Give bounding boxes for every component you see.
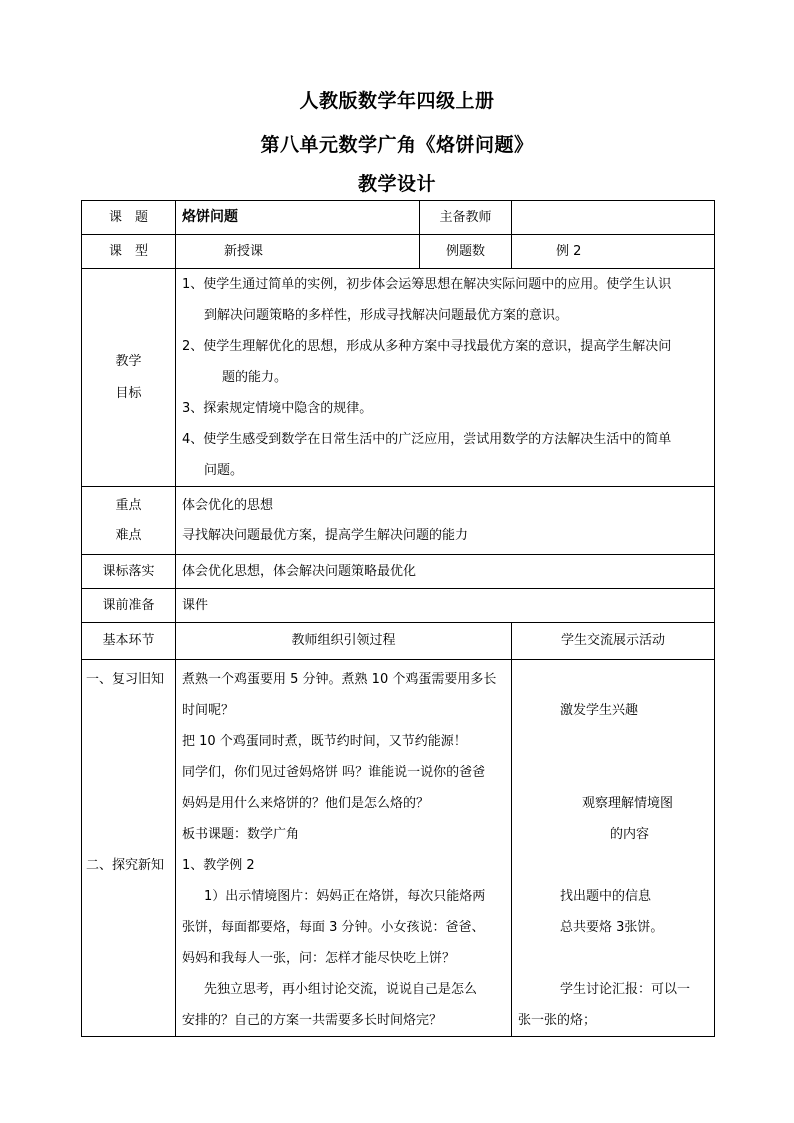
row-key-points <box>82 487 715 555</box>
teacher-label: 主备教师 <box>420 201 512 235</box>
topic-label: 课 题 <box>82 201 176 235</box>
teacher-line: 妈妈和我每人一张，问：怎样才能尽快吃上饼？ <box>182 951 456 966</box>
row-objectives <box>82 269 715 487</box>
row-standard <box>82 555 715 589</box>
student-report-a: 学生讨论汇报：可以一 <box>560 982 691 997</box>
preparation-label: 课前准备 <box>82 589 176 623</box>
teacher-value <box>512 201 715 235</box>
row-column-headers <box>82 623 715 660</box>
teacher-line: 张饼，每面都要烙，每面 3 分钟。小女孩说：爸爸、 <box>182 920 485 935</box>
objective-2a: 2、使学生理解优化的思想，形成从多种方案中寻找最优方案的意识，提高学生解决问 <box>182 339 672 354</box>
topic-value: 烙饼问题 <box>176 201 420 235</box>
column-stage: 基本环节 <box>82 623 176 660</box>
student-find: 找出题中的信息 <box>560 889 652 904</box>
teacher-line: 1）出示情境图片：妈妈正在烙饼，每次只能烙两 <box>204 889 486 904</box>
difficult-label: 难点 <box>115 527 142 543</box>
type-label: 课 型 <box>82 235 176 269</box>
student-total: 总共要烙 3张饼。 <box>560 920 664 935</box>
objective-2b: 题的能力。 <box>222 370 288 385</box>
student-observe-a: 观察理解情境图 <box>582 796 674 811</box>
stages-cell <box>82 660 176 1037</box>
teacher-line: 煮熟一个鸡蛋要用 5 分钟。煮熟 10 个鸡蛋需要用多长 <box>182 672 497 687</box>
student-observe-b: 的内容 <box>610 827 650 842</box>
key-point: 体会优化的思想 <box>182 497 274 513</box>
column-student: 学生交流展示活动 <box>512 623 715 660</box>
doc-title-design: 教学设计 <box>357 173 436 195</box>
doc-title-textbook: 人教版数学年四级上册 <box>299 90 495 112</box>
teacher-line: 时间呢？ <box>182 703 235 718</box>
teacher-line: 板书课题：数学广角 <box>182 827 300 842</box>
standard-label: 课标落实 <box>82 555 176 589</box>
teacher-line: 1、教学例 2 <box>182 858 255 873</box>
objective-1b: 到解决问题策略的多样性，形成寻找解决问题最优方案的意识。 <box>204 308 569 323</box>
lesson-plan-table <box>81 200 715 1037</box>
column-teacher: 教师组织引领过程 <box>176 623 512 660</box>
teacher-line: 先独立思考，再小组讨论交流，说说自己是怎么 <box>204 982 478 997</box>
teacher-line: 同学们，你们见过爸妈烙饼 吗？谁能说一说你的爸爸 <box>182 765 486 780</box>
teacher-process-cell <box>176 660 512 1037</box>
teacher-line: 安排的？自己的方案一共需要多长时间烙完？ <box>182 1013 443 1028</box>
objective-4b: 问题。 <box>204 463 244 478</box>
student-activity-cell <box>512 660 715 1037</box>
student-interest: 激发学生兴趣 <box>560 703 639 718</box>
objectives-label <box>82 269 176 487</box>
stage-review: 一、复习旧知 <box>86 672 165 687</box>
objective-1a: 1、使学生通过简单的实例，初步体会运筹思想在解决实际问题中的应用。使学生认识 <box>182 277 672 292</box>
objectives-label-line2: 目标 <box>115 385 142 401</box>
objective-3: 3、探索规定情境中隐含的规律。 <box>182 401 373 416</box>
example-count-value: 例 2 <box>512 235 715 269</box>
row-type <box>82 235 715 269</box>
difficult-point: 寻找解决问题最优方案，提高学生解决问题的能力 <box>182 527 469 543</box>
key-label: 重点 <box>115 497 142 513</box>
student-report-b: 张一张的烙； <box>518 1013 597 1028</box>
key-points-label <box>82 487 176 555</box>
row-process <box>82 660 715 1037</box>
row-topic <box>82 201 715 235</box>
teacher-line: 妈妈是用什么来烙饼的？他们是怎么烙的？ <box>182 796 430 811</box>
objectives-label-line1: 教学 <box>115 353 142 369</box>
stage-explore: 二、探究新知 <box>86 858 165 873</box>
preparation-value: 课件 <box>176 589 715 623</box>
doc-title-unit: 第八单元数学广角《烙饼问题》 <box>260 134 534 156</box>
teacher-line: 把 10 个鸡蛋同时煮，既节约时间，又节约能源！ <box>182 734 467 749</box>
type-value: 新授课 <box>176 235 420 269</box>
example-count-label: 例题数 <box>420 235 512 269</box>
key-points-content <box>176 487 715 555</box>
standard-value: 体会优化思想，体会解决问题策略最优化 <box>176 555 715 589</box>
objective-4a: 4、使学生感受到数学在日常生活中的广泛应用，尝试用数学的方法解决生活中的简单 <box>182 432 672 447</box>
row-preparation <box>82 589 715 623</box>
objectives-content <box>176 269 715 487</box>
